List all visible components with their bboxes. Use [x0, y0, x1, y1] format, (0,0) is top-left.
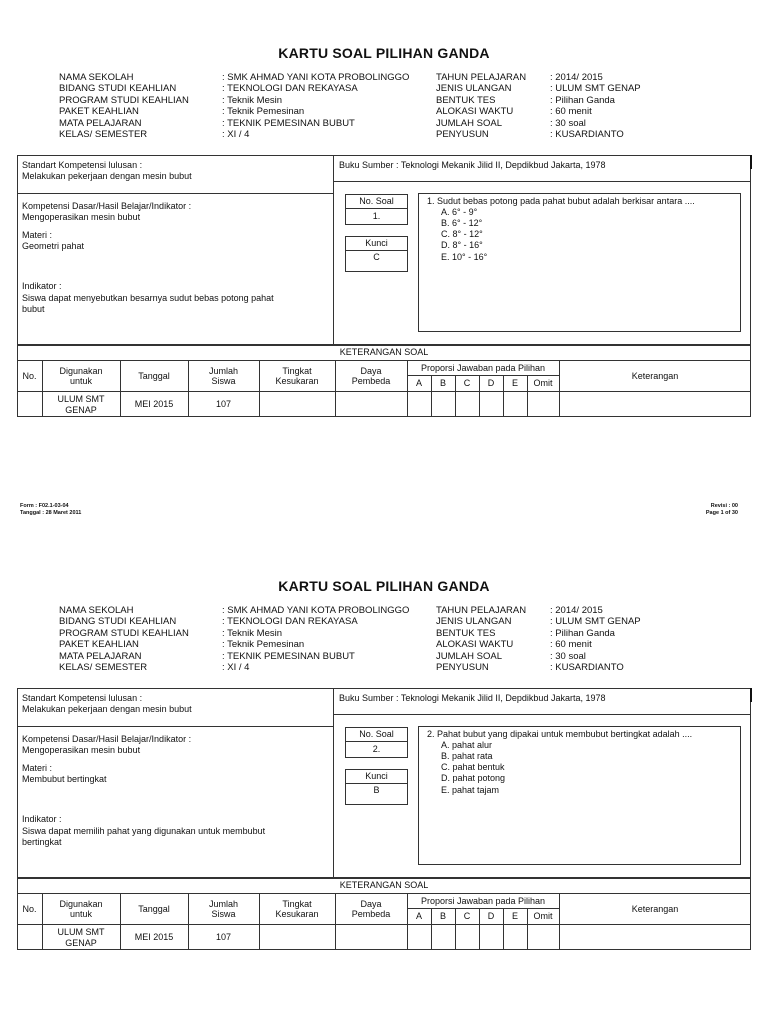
question-text: 2. Pahat bubut yang dipakai untuk membubut bertingkat adalah .... [427, 729, 693, 739]
sk-value: Melakukan pekerjaan dengan mesin bubut [22, 171, 192, 181]
divider [17, 726, 334, 727]
buku-sumber: Buku Sumber : Teknologi Mekanik Jilid II, Depdikbud Jakarta, 1978 [339, 160, 606, 170]
meta-key: JENIS ULANGAN [436, 83, 512, 95]
meta-key: ALOKASI WAKTU [436, 639, 514, 651]
meta-key: KELAS/ SEMESTER [59, 128, 148, 140]
row-digunakan [42, 392, 120, 417]
header-jumlah-line1: Jumlah [208, 365, 238, 376]
row-digunakan [42, 925, 120, 950]
choice-c: C [463, 911, 471, 922]
header-daya-line2: Pembeda [351, 376, 391, 386]
choice-a: A [415, 911, 422, 922]
meta-right-keys [436, 605, 526, 673]
kunci-value: C [373, 251, 380, 262]
card-title: KARTU SOAL PILIHAN GANDA [278, 45, 490, 61]
materi-value: Membubut bertingkat [22, 774, 107, 784]
meta-key: NAMA SEKOLAH [59, 72, 134, 83]
meta-key: PROGRAM STUDI KEAHLIAN [59, 627, 189, 639]
meta-left-keys [59, 72, 189, 140]
divider [333, 181, 751, 182]
no-soal-label: No. Soal [359, 196, 394, 207]
meta-value: : 30 soal [550, 117, 586, 129]
choice-e: E [511, 378, 518, 389]
header-no: No. [22, 903, 37, 914]
kd-label: Kompetensi Dasar/Hasil Belajar/Indikator : [22, 734, 192, 744]
kunci-label: Kunci [365, 771, 388, 782]
divider [17, 193, 334, 194]
header-jumlah [188, 894, 259, 924]
header-jumlah-line2: Siswa [211, 909, 236, 919]
kd-value: Mengoperasikan mesin bubut [22, 745, 141, 755]
option-d: D. 8° - 16° [441, 240, 483, 250]
divider [333, 714, 751, 715]
option-c: C. 8° - 12° [441, 229, 483, 239]
meta-value: : SMK AHMAD YANI KOTA PROBOLINGGO [222, 605, 410, 616]
meta-left-keys [59, 605, 189, 673]
meta-key: MATA PELAJARAN [59, 650, 142, 662]
meta-key: BIDANG STUDI KEAHLIAN [59, 616, 177, 628]
meta-value: : Teknik Mesin [222, 627, 283, 639]
kd-value: Mengoperasikan mesin bubut [22, 212, 141, 222]
option-e: E. pahat tajam [441, 785, 500, 795]
header-digunakan-line1: Digunakan [59, 898, 103, 909]
choice-e: E [511, 911, 518, 922]
meta-key: MATA PELAJARAN [59, 117, 142, 129]
header-tingkat-line1: Tingkat [282, 898, 312, 909]
meta-value: : TEKNIK PEMESINAN BUBUT [222, 650, 355, 662]
meta-key: TAHUN PELAJARAN [436, 605, 527, 616]
meta-value: : XI / 4 [222, 661, 250, 673]
header-daya [335, 361, 407, 391]
indikator-label: Indikator : [22, 281, 62, 291]
footer-form: Form : F02.1-03-04 [20, 503, 69, 509]
option-c: C. pahat bentuk [441, 762, 505, 772]
keterangan-soal-title: KETERANGAN SOAL [339, 347, 429, 358]
meta-key: PAKET KEAHLIAN [59, 106, 139, 118]
meta-value: : ULUM SMT GENAP [550, 616, 641, 628]
meta-right-keys [436, 72, 526, 140]
sk-label: Standart Kompetensi lulusan : [22, 693, 143, 703]
meta-value: : Pilihan Ganda [550, 94, 615, 106]
divider [333, 155, 334, 345]
row-tanggal: MEI 2015 [134, 932, 174, 943]
meta-key: PENYUSUN [436, 128, 489, 140]
option-b: B. pahat rata [441, 751, 493, 761]
row-jumlah: 107 [215, 932, 232, 943]
choice-c: C [463, 378, 471, 389]
header-digunakan [42, 894, 120, 924]
header-keterangan: Keterangan [631, 370, 679, 381]
meta-key: PROGRAM STUDI KEAHLIAN [59, 94, 189, 106]
no-soal-value: 2. [372, 744, 381, 755]
buku-sumber: Buku Sumber : Teknologi Mekanik Jilid II, Depdikbud Jakarta, 1978 [339, 693, 606, 703]
header-jumlah-line1: Jumlah [208, 898, 238, 909]
meta-value: : SMK AHMAD YANI KOTA PROBOLINGGO [222, 72, 410, 83]
header-daya-line1: Daya [360, 365, 382, 376]
kunci-label: Kunci [365, 238, 388, 249]
materi-label: Materi : [22, 763, 53, 773]
meta-value: : KUSARDIANTO [550, 661, 624, 673]
question-card [0, 533, 768, 1003]
meta-key: NAMA SEKOLAH [59, 605, 134, 616]
indikator-label: Indikator : [22, 814, 62, 824]
meta-key: JUMLAH SOAL [436, 117, 502, 129]
sk-label: Standart Kompetensi lulusan : [22, 160, 143, 170]
meta-value: : KUSARDIANTO [550, 128, 624, 140]
header-daya [335, 894, 407, 924]
indikator-value: Siswa dapat memilih pahat yang digunakan untuk membubut [22, 826, 266, 836]
meta-value: : ULUM SMT GENAP [550, 83, 641, 95]
header-digunakan-line1: Digunakan [59, 365, 103, 376]
meta-left-values [222, 72, 409, 140]
choice-a: A [415, 378, 422, 389]
choice-d: D [487, 911, 495, 922]
meta-value: : Teknik Pemesinan [222, 106, 305, 118]
header-digunakan-line2: untuk [69, 376, 93, 386]
meta-key: PAKET KEAHLIAN [59, 639, 139, 651]
sk-value: Melakukan pekerjaan dengan mesin bubut [22, 704, 192, 714]
header-tingkat-line2: Kesukaran [275, 909, 319, 919]
meta-key: JUMLAH SOAL [436, 650, 502, 662]
meta-value: : 60 menit [550, 106, 592, 118]
kunci-value: B [373, 784, 380, 795]
materi-label: Materi : [22, 230, 53, 240]
indikator-value: Siswa dapat menyebutkan besarnya sudut bebas potong pahat [22, 293, 274, 303]
meta-value: : 60 menit [550, 639, 592, 651]
meta-value: : 30 soal [550, 650, 586, 662]
meta-key: KELAS/ SEMESTER [59, 661, 148, 673]
header-tingkat [259, 894, 335, 924]
meta-right-values [550, 605, 641, 673]
choice-omit: Omit [533, 911, 553, 922]
row-digunakan-line1: ULUM SMT [57, 927, 105, 937]
header-tingkat [259, 361, 335, 391]
row-digunakan-line1: ULUM SMT [57, 394, 105, 404]
header-tingkat-line1: Tingkat [282, 365, 312, 376]
meta-value: : 2014/ 2015 [550, 72, 603, 83]
header-keterangan: Keterangan [631, 903, 679, 914]
row-digunakan-line2: GENAP [65, 937, 97, 948]
indikator-value-cont: bertingkat [22, 837, 62, 847]
header-proporsi: Proporsi Jawaban pada Pilihan [420, 895, 546, 906]
header-daya-line2: Pembeda [351, 909, 391, 919]
meta-key: TAHUN PELAJARAN [436, 72, 527, 83]
question-text: 1. Sudut bebas potong pada pahat bubut adalah berkisar antara .... [427, 196, 695, 206]
meta-key: BENTUK TES [436, 627, 496, 639]
meta-value: : Teknik Pemesinan [222, 639, 305, 651]
option-a: A. 6° - 9° [441, 207, 478, 217]
row-tanggal: MEI 2015 [134, 399, 174, 410]
indikator-value-cont: bubut [22, 304, 45, 314]
header-tanggal: Tanggal [138, 370, 170, 381]
header-tanggal: Tanggal [138, 903, 170, 914]
footer-tanggal: Tanggal : 28 Maret 2011 [20, 510, 82, 516]
option-d: D. pahat potong [441, 773, 506, 783]
kd-label: Kompetensi Dasar/Hasil Belajar/Indikator : [22, 201, 192, 211]
header-digunakan-line2: untuk [69, 909, 93, 919]
choice-d: D [487, 378, 495, 389]
meta-value: : TEKNIK PEMESINAN BUBUT [222, 117, 355, 129]
meta-key: BENTUK TES [436, 94, 496, 106]
meta-value: : 2014/ 2015 [550, 605, 603, 616]
row-jumlah: 107 [215, 399, 232, 410]
option-a: A. pahat alur [441, 740, 493, 750]
meta-key: PENYUSUN [436, 661, 489, 673]
meta-key: BIDANG STUDI KEAHLIAN [59, 83, 177, 95]
no-soal-label: No. Soal [359, 729, 394, 740]
header-daya-line1: Daya [360, 898, 382, 909]
choice-b: B [439, 911, 446, 922]
footer-revisi: Revisi : 00 [710, 503, 738, 509]
meta-value: : TEKNOLOGI DAN REKAYASA [222, 616, 358, 628]
meta-left-values [222, 605, 409, 673]
divider [750, 688, 752, 702]
header-proporsi: Proporsi Jawaban pada Pilihan [420, 362, 546, 373]
meta-value: : Teknik Mesin [222, 94, 283, 106]
choice-b: B [439, 378, 446, 389]
divider [750, 155, 752, 169]
meta-key: ALOKASI WAKTU [436, 106, 514, 118]
meta-value: : Pilihan Ganda [550, 627, 615, 639]
no-soal-value: 1. [372, 211, 381, 222]
choice-omit: Omit [533, 378, 553, 389]
header-no: No. [22, 370, 37, 381]
option-b: B. 6° - 12° [441, 218, 483, 228]
header-digunakan [42, 361, 120, 391]
footer-page: Page 1 of 30 [705, 510, 738, 516]
divider [333, 688, 334, 878]
meta-key: JENIS ULANGAN [436, 616, 512, 628]
row-digunakan-line2: GENAP [65, 404, 97, 415]
question-card [0, 0, 768, 470]
meta-value: : TEKNOLOGI DAN REKAYASA [222, 83, 358, 95]
footer-right [706, 503, 738, 517]
keterangan-soal-title: KETERANGAN SOAL [339, 880, 429, 891]
option-e: E. 10° - 16° [441, 252, 488, 262]
meta-value: : XI / 4 [222, 128, 250, 140]
footer-left [20, 503, 81, 517]
header-jumlah [188, 361, 259, 391]
materi-value: Geometri pahat [22, 241, 85, 251]
header-tingkat-line2: Kesukaran [275, 376, 319, 386]
header-jumlah-line2: Siswa [211, 376, 236, 386]
meta-right-values [550, 72, 641, 140]
card-title: KARTU SOAL PILIHAN GANDA [278, 578, 490, 594]
